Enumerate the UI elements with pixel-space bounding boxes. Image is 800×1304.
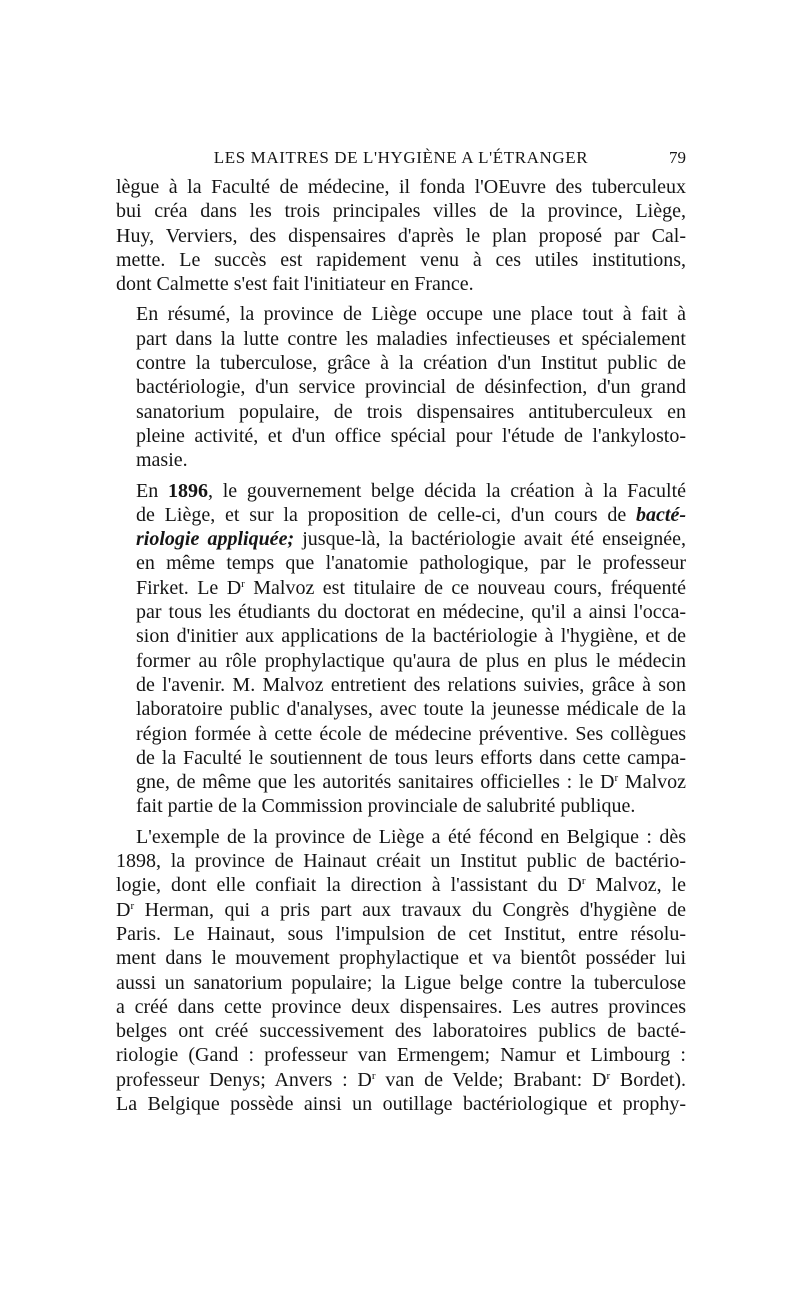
text-line <box>116 503 686 527</box>
text-line: Paris. Le Hainaut, sous l'impulsion de cet Institut, entre résolu- <box>116 922 686 945</box>
text-run: Herman, qui a pris part aux travaux du Congrès d'hygiène de <box>134 898 686 921</box>
text-run: Firket. Le D <box>136 576 242 599</box>
text-run: Malvoz, le <box>585 874 686 897</box>
text-run: , le gouvernement belge décida la création à la Faculté <box>207 479 686 502</box>
emphasis: bacté- <box>636 503 686 526</box>
emphasis: riologie appliquée; <box>136 528 295 551</box>
text-run: Malvoz est titulaire de ce nouveau cours, fréquenté <box>244 576 686 599</box>
text-line: région formée à cette école de médecine préventive. Ses collègues <box>136 722 686 745</box>
text-line: En résumé, la province de Liège occupe une place tout à fait à <box>136 303 686 326</box>
text-line: masie. <box>136 449 188 472</box>
text-line: sion d'initier aux applications de la bactériologie à l'hygiène, et de <box>136 625 686 648</box>
superscript: r <box>130 899 135 912</box>
text-line: L'exemple de la province de Liège a été fécond en Belgique : dès <box>136 825 686 848</box>
superscript: r <box>371 1069 376 1082</box>
text-line: bactériologie, d'un service provincial de désinfection, d'un grand <box>136 376 686 399</box>
text-line: fait partie de la Commission provinciale de salubrité publique. <box>136 795 636 818</box>
text-line <box>116 898 686 922</box>
text-line: laboratoire public d'analyses, avec toute la jeunesse médicale de la <box>136 698 686 721</box>
text-line: former au rôle prophylactique qu'aura de plus en plus le médecin <box>136 649 686 672</box>
text-line: dont Calmette s'est fait l'initiateur en France. <box>116 273 474 296</box>
text-line: La Belgique possède ainsi un outillage bactériologique et prophy- <box>116 1092 686 1115</box>
running-header <box>116 146 686 170</box>
text-line: riologie (Gand : professeur van Ermengem; Namur et Limbourg : <box>116 1044 686 1067</box>
superscript: r <box>606 1069 611 1082</box>
text-line: en même temps que l'anatomie pathologique, par le professeur <box>136 552 686 575</box>
text-line: belges ont créé successivement des laboratoires publics de bacté- <box>116 1020 686 1043</box>
text-line: contre la tuberculose, grâce à la création d'un Institut public de <box>136 352 686 375</box>
text-line: a créé dans cette province deux dispensaires. Les autres provinces <box>116 995 686 1018</box>
text-line: mette. Le succès est rapidement venu à ces utiles institutions, <box>116 248 686 271</box>
text-line: sanatorium populaire, de trois dispensaires antituberculeux en <box>136 400 686 423</box>
body-text <box>116 175 686 1116</box>
text-line: aussi un sanatorium populaire; la Ligue belge contre la tuberculose <box>116 971 686 994</box>
paragraph-2 <box>116 302 686 472</box>
text-run: En <box>136 479 159 502</box>
text-line <box>116 527 686 551</box>
text-line: part dans la lutte contre les maladies infectieuses et spécialement <box>136 327 686 350</box>
text-line: de l'avenir. M. Malvoz entretient des relations suivies, grâce à son <box>136 673 686 696</box>
text-run: de Liège, et sur la proposition de celle-ci, d'un cours de <box>136 503 637 526</box>
text-line <box>116 479 686 503</box>
text-line: Huy, Verviers, des dispensaires d'après le plan proposé par Cal- <box>116 224 686 247</box>
text-run: van de Velde; Brabant: D <box>375 1068 607 1091</box>
paragraph-3 <box>116 479 686 819</box>
text-line <box>116 576 686 600</box>
text-run: jusque-là, la bactériologie avait été enseignée, <box>294 528 686 551</box>
text-line <box>116 770 686 794</box>
text-line: 1898, la province de Hainaut créait un Institut public de bactério- <box>116 850 686 873</box>
paragraph-4 <box>116 825 686 1117</box>
running-title: LES MAITRES DE L'HYGIÈNE A L'ÉTRANGER <box>213 148 589 167</box>
text-line: pleine activité, et d'un office spécial pour l'étude de l'ankylosto- <box>136 424 686 447</box>
text-run: professeur Denys; Anvers : D <box>116 1068 372 1091</box>
text-line: par tous les étudiants du doctorat en médecine, qu'il a ainsi l'occa- <box>136 601 686 624</box>
text-line: ment dans le mouvement prophylactique et va bientôt posséder lui <box>116 947 686 970</box>
text-line: bui créa dans les trois principales villes de la province, Liège, <box>116 200 686 223</box>
paragraph-1 <box>116 175 686 296</box>
text-run: Malvoz <box>618 771 686 794</box>
page-number: 79 <box>669 148 686 167</box>
text-line: lègue à la Faculté de médecine, il fonda l'OEuvre des tuberculeux <box>116 176 686 198</box>
text-run: D <box>116 898 131 921</box>
text-line <box>116 873 686 897</box>
text-line: de la Faculté le soutiennent de tous leurs efforts dans cette campa- <box>136 746 686 769</box>
text-run: logie, dont elle confiait la direction à l'assistant du D <box>116 874 582 897</box>
superscript: r <box>241 577 245 590</box>
text-line <box>116 1068 686 1092</box>
text-run: gne, de même que les autorités sanitaires officielles : le D <box>136 771 615 794</box>
text-run: Bordet). <box>610 1068 687 1091</box>
superscript: r <box>614 772 619 785</box>
superscript: r <box>581 875 586 888</box>
year: 1896 <box>167 479 208 502</box>
